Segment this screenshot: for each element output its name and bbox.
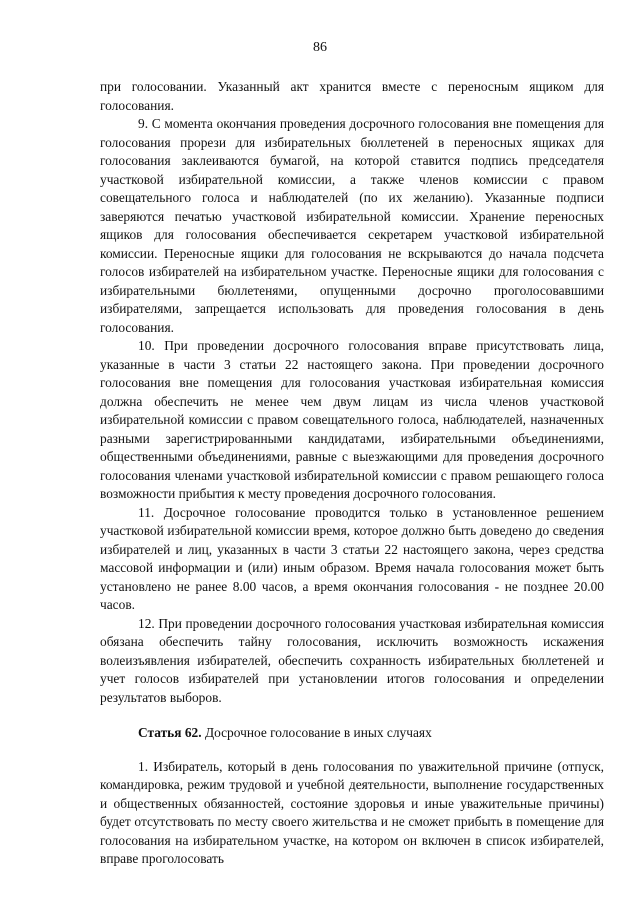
paragraph-9: 9. С момента окончания проведения досрочного голосования вне помещения для голосования прорези для избирательных бюллетеней в переносных ящиках для голосования заклеиваются бумагой, на которой ставится подпись председателя участковой избирательной комиссии, а также членов комиссии с правом совещательного голоса и наблюдателей (по их желанию). Указанные подписи заверяются печатью участковой избирательной комиссии. Хранение переносных ящиков для голосования обеспечивается секретарем участковой избирательной комиссии. Переносные ящики для голосования не вскрываются до начала подсчета голосов избирателей на избирательном участке. Переносные ящики для голосования с избирательными бюллетенями, опущенными досрочно проголосовавшими избирателями, запрещается использовать для проведения голосования в день голосования. xyxy=(100,116,604,335)
paragraph-continuation: при голосовании. Указанный акт хранится вместе с переносным ящиком для голосования. xyxy=(100,79,604,113)
article-title: Досрочное голосование в иных случаях xyxy=(204,725,432,740)
page-number: 86 xyxy=(313,40,327,55)
paragraph-11: 11. Досрочное голосование проводится только в установленное решением участковой избирательной комиссии время, которое должно быть доведено до сведения избирателей и лиц, указанных в части 3 статьи 22 настоящего закона, через средства массовой информации и (или) иным образом. Время начала голосования может быть установлено не ранее 8.00 часов, а время окончания голосования - не позднее 20.00 часов. xyxy=(100,504,604,612)
article-label: Статья 62. xyxy=(138,725,202,740)
article-paragraph-1: 1. Избиратель, который в день голосования по уважительной причине (отпуск, командировка, режим трудовой и учебной деятельности, выполнение государственных и общественных обязанностей, состояние здоровья и иные уважительные причины) будет отсутствовать по месту своего жительства и не сможет прибыть в помещение для голосования на избирательном участке, на котором он включен в список избирателей, вправе проголосовать xyxy=(100,758,604,866)
article-heading xyxy=(100,724,604,743)
paragraph-12: 12. При проведении досрочного голосования участковая избирательная комиссия обязана обеспечить тайну голосования, исключить возможность искажения волеизъявления избирателей, обеспечить сохранность избирательных бюллетеней и учет голосов избирателей при установлении итогов голосования и определении результатов выборов. xyxy=(100,615,604,705)
paragraph-10: 10. При проведении досрочного голосования вправе присутствовать лица, указанные в части 3 статьи 22 настоящего закона. При проведении досрочного голосования вне помещения для голосования участковая избирательная комиссия должна обеспечить не менее чем двум лицам из числа членов участковой избирательной комиссии с правом совещательного голоса, наблюдателей, назначенных разными зарегистрированными кандидатами, избирательными объединениями, общественными объединениями, равные с выезжающими для проведения досрочного голосования членами участковой избирательной комиссии с правом решающего голоса возможности прибытия к месту проведения досрочного голосования. xyxy=(100,338,604,501)
page-content xyxy=(100,78,604,869)
